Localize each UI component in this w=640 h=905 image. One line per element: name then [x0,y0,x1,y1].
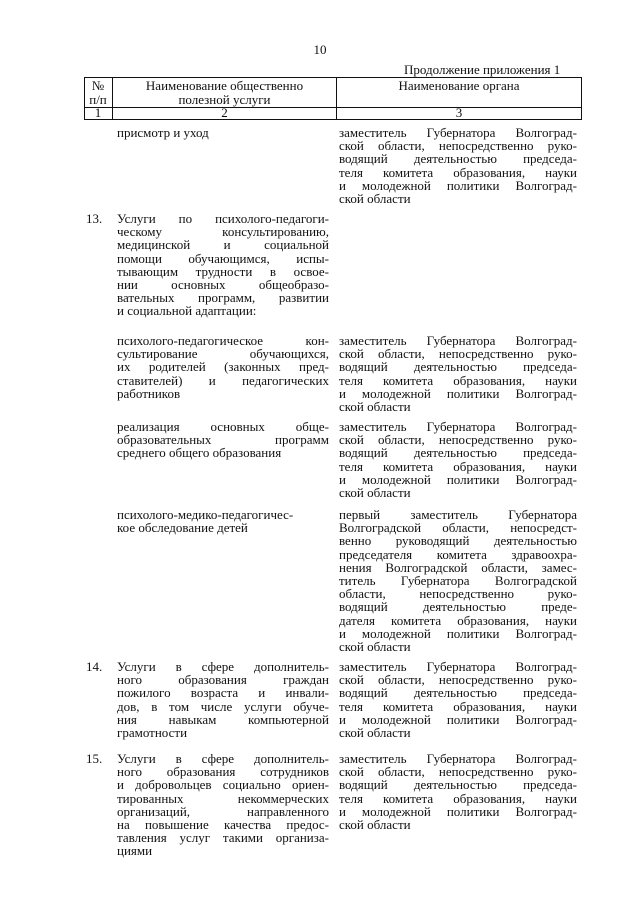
service-name [117,660,329,739]
service-line: тывающим трудности в освое- [117,263,329,279]
table-header [84,77,582,119]
service-line: реализация основных обще- [117,419,329,434]
organ-line: Волгоградской области, непосредст- [339,520,577,536]
header-col3 [337,79,581,93]
service-line: ного образования граждан [117,672,329,688]
organ-line: и молодежной политики Волгоград- [339,385,577,401]
service-name [117,508,329,534]
organ-line: и молодежной политики Волгоград- [339,711,577,727]
organ-line: ской области [339,485,411,501]
header-col1 [84,79,112,107]
organ-line: ской области, непосредственно руко- [339,672,577,688]
service-line: Услуги по психолого-педагоги- [117,211,329,226]
service-line: ставителей) и педагогических [117,372,329,388]
service-line: психолого-педагогическое кон- [117,333,329,348]
service-name [117,752,329,858]
col-number-3: 3 [455,105,463,120]
organ-name [339,126,577,205]
organ-name [339,334,577,413]
service-line: присмотр и уход [117,125,209,140]
continuation-note: Продолжение приложения 1 [404,62,561,77]
organ-line: нения Волгоградской области, замес- [339,559,577,575]
service-name [117,334,329,400]
organ-name [339,752,577,831]
header-col3-line: Наименование органа [398,78,520,93]
service-line: их родителей (законных пред- [117,359,329,375]
organ-line: заместитель Губернатора Волгоград- [339,751,577,766]
header-col2-line: Наименование общественно [145,78,304,93]
organ-line: заместитель Губернатора Волгоград- [339,659,577,674]
organ-line: венно руководящий деятельностью [339,533,577,549]
service-line: пожилого возраста и инвали- [117,685,329,701]
organ-line: водящий деятельностью преде- [339,599,577,615]
header-col2 [113,79,336,107]
organ-line: водящий деятельностью председа- [339,445,577,461]
service-line: нии основных общеобразо- [117,277,329,293]
organ-line: заместитель Губернатора Волгоград- [339,125,577,140]
organ-line: водящий деятельностью председа- [339,685,577,701]
header-col1-line: п/п [89,92,107,107]
service-line: вательных программ, развитии [117,290,329,306]
service-line: и социальной адаптации: [117,303,257,319]
service-line: среднего общего образования [117,445,282,461]
service-name [117,212,329,318]
service-line: психолого-медико-педагогичес- [117,507,294,522]
organ-line: ской области, непосредственно руко- [339,432,577,448]
organ-line: титель Губернатора Волгоградской [339,573,577,589]
organ-line: водящий деятельностью председа- [339,777,577,793]
organ-name [339,508,577,653]
service-line: помощи обучающимся, испы- [117,250,329,266]
col-number-2: 2 [221,105,228,120]
service-name [117,126,329,139]
organ-line: ской области, непосредственно руко- [339,346,577,362]
service-line: медицинской и социальной [117,237,329,253]
service-line: на повышение качества предос- [117,817,329,833]
service-line: ного образования сотрудников [117,764,329,780]
header-col1-line: № [91,78,105,93]
organ-line: ской области [339,191,411,207]
col-number-1: 1 [94,105,102,120]
organ-line: заместитель Губернатора Волгоград- [339,419,577,434]
organ-name [339,420,577,499]
service-line: кое обследование детей [117,520,248,536]
row-number: 14. [86,659,103,674]
organ-line: заместитель Губернатора Волгоград- [339,333,577,348]
organ-name [339,660,577,739]
header-col2-line: полезной услуги [178,92,271,107]
row-number: 15. [86,751,103,766]
organ-line: теля комитета образования, науки [339,372,577,388]
service-line: образовательных программ [117,432,329,448]
organ-line: водящий деятельностью председа- [339,151,577,167]
page-number: 10 [313,42,327,57]
service-line: Услуги в сфере дополнитель- [117,751,329,766]
organ-line: и молодежной политики Волгоград- [339,625,577,641]
organ-line: и молодежной политики Волгоград- [339,803,577,819]
organ-line: и молодежной политики Волгоград- [339,471,577,487]
organ-line: дателя комитета образования, науки [339,612,577,628]
organ-line: ской области [339,817,411,833]
service-line: Услуги в сфере дополнитель- [117,659,329,674]
organ-line: теля комитета образования, науки [339,164,577,180]
organ-line: ской области [339,399,411,415]
row-number: 13. [86,211,103,226]
organ-line: и молодежной политики Волгоград- [339,177,577,193]
service-line: организаций, направленного [117,803,329,819]
service-line: дов, в том числе услуги обуче- [117,698,329,714]
organ-line: ской области [339,725,411,741]
service-line: ческому консультированию, [117,224,329,240]
service-name [117,420,329,460]
organ-line: теля комитета образования, науки [339,790,577,806]
organ-line: ской области, непосредственно руко- [339,764,577,780]
organ-line: ской области [339,639,411,655]
service-line: ния навыкам компьютерной [117,711,329,727]
service-line: сультирование обучающихся, [117,346,329,362]
organ-line: области, непосредственно руко- [339,586,577,602]
service-line: тированных некоммерческих [117,790,329,806]
service-line: циями [117,843,153,859]
service-line: и добровольцев социально ориен- [117,777,329,793]
organ-line: председателя комитета здравоохра- [339,546,577,562]
service-line: грамотности [117,725,188,741]
organ-line: первый заместитель Губернатора [339,507,577,522]
organ-line: водящий деятельностью председа- [339,359,577,375]
service-line: тавления услуг такими организа- [117,830,329,846]
organ-line: теля комитета образования, науки [339,698,577,714]
header-right-rule [581,77,582,120]
service-line: работников [117,385,181,401]
organ-line: теля комитета образования, науки [339,458,577,474]
organ-line: ской области, непосредственно руко- [339,138,577,154]
